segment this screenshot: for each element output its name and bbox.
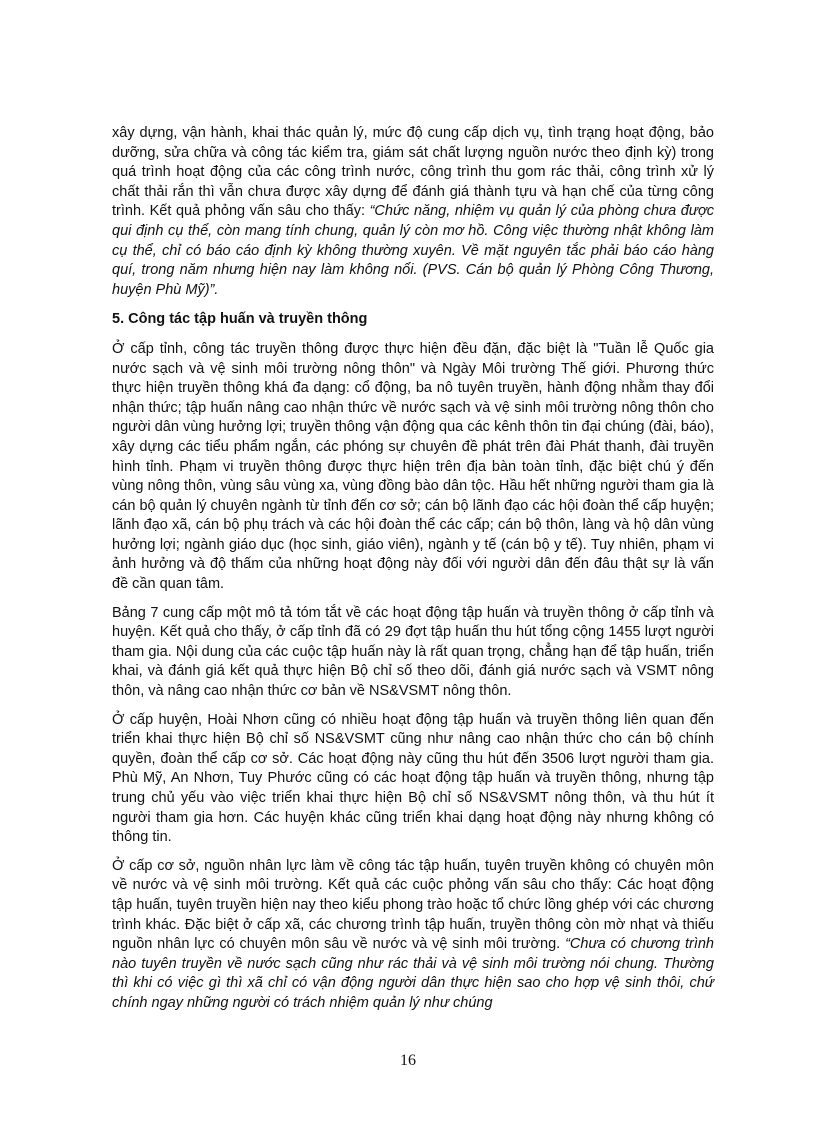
page-number: 16: [400, 1052, 416, 1069]
paragraph-5-text: Ở cấp cơ sở, nguồn nhân lực làm về công tác tập huấn, tuyên truyền không có chuyên môn về nước và vệ sinh môi trường. Kết quả các cuộc phỏng vấn sâu cho thấy: Các hoạt động tập huấn, tuyên truyền hiện nay theo kiểu phong trào hoặc tổ chức lồng ghép với các chương trình khác. Đặc biệt ở cấp xã, các chương trình tập huấn, truyền thông còn mờ nhạt và thiếu nguồn nhân lực có chuyên môn sâu về nước và vệ sinh môi trường.: [112, 857, 714, 953]
paragraph-3: Bảng 7 cung cấp một mô tả tóm tắt về các hoạt động tập huấn và truyền thông ở cấp tỉnh và huyện. Kết quả cho thấy, ở cấp tỉnh đã có 29 đợt tập huấn thu hút tổng cộng 1455 lượt người tham gia. Nội dung của các cuộc tập huấn này là rất quan trọng, chẳng hạn để tập huấn, triển khai, và đánh giá kết quả thực hiện Bộ chỉ số theo dõi, đánh giá nước sạch và VSMT nông thôn, và nâng cao nhận thức cơ bản về NS&VSMT nông thôn.: [112, 604, 714, 700]
section-heading: 5. Công tác tập huấn và truyền thông: [112, 311, 368, 328]
paragraph-2: Ở cấp tỉnh, công tác truyền thông được thực hiện đều đặn, đặc biệt là "Tuần lễ Quốc gia nước sạch và vệ sinh môi trường nông thôn" và Ngày Môi trường Thế giới. Phương thức thực hiện truyền thông khá đa dạng: cổ động, ba nô tuyên truyền, hành động nhằm thay đổi nhận thức; tập huấn nâng cao nhận thức về nước sạch và vệ sinh môi trường nông thôn cho người dân vùng hưởng lợi; truyền thông vận động qua các kênh thôn tin đại chúng (đài, báo), xây dựng các tiểu phẩm ngắn, các phóng sự chuyên đề phát trên đài Phát thanh, đài truyền hình tỉnh. Phạm vi truyền thông được thực hiện trên địa bàn toàn tỉnh, đặc biệt chú ý đến vùng nông thôn, vùng sâu vùng xa, vùng đồng bào dân tộc. Hầu hết những người tham gia là cán bộ quản lý chuyên ngành từ tỉnh đến cơ sở; cán bộ lãnh đạo các hội đoàn thể cấp huyện; lãnh đạo xã, cán bộ phụ trách và các hội đoàn thể các cấp; cán bộ thôn, làng và hộ dân vùng hưởng lợi; ngành giáo dục (học sinh, giáo viên), ngành y tế (cán bộ y tế). Tuy nhiên, phạm vi ảnh hưởng và độ thấm của những hoạt động này đối với người dân đến đâu thật sự là vấn đề cần quan tâm.: [112, 340, 714, 593]
paragraph-4: Ở cấp huyện, Hoài Nhơn cũng có nhiều hoạt động tập huấn và truyền thông liên quan đến triển khai thực hiện Bộ chỉ số NS&VSMT cũng như nâng cao nhận thức cho cán bộ chính quyền, đoàn thể cấp cơ sở. Các hoạt động này cũng thu hút đến 3506 lượt người tham gia. Phù Mỹ, An Nhơn, Tuy Phước cũng có các hoạt động tập huấn và truyền thông, nhưng tập trung chủ yếu vào việc triển khai thực hiện Bộ chỉ số NS&VSMT nông thôn, và thu hút ít người tham gia hơn. Các huyện khác cũng triển khai dạng hoạt động này nhưng không có thông tin.: [112, 711, 714, 846]
paragraph-1: [112, 124, 714, 300]
paragraph-5-quote: “Chưa có chương trình nào tuyên truyền về nước sạch cũng như rác thải và vệ sinh môi trường nói chung. Thường thì khi có việc gì thì xã chỉ có vận động người dân thực hiện sao cho hợp vệ sinh thôi, chứ chính ngay những người có trách nhiệm quản lý như chúng: [112, 936, 714, 1011]
paragraph-5: [112, 857, 714, 1014]
paragraph-1-quote: “Chức năng, nhiệm vụ quản lý của phòng chưa được qui định cụ thể, còn mang tính chung, quản lý còn mơ hồ. Công việc thường nhật không làm cụ thể, chỉ có báo cáo định kỳ không thường xuyên. Về mặt nguyên tắc phải báo cáo hàng quí, trong năm nhưng hiện nay làm không nổi. (PVS. Cán bộ quản lý Phòng Công Thương, huyện Phù Mỹ)”.: [112, 203, 715, 298]
paragraph-1-text: xây dựng, vận hành, khai thác quản lý, mức độ cung cấp dịch vụ, tình trạng hoạt động, bảo dưỡng, sửa chữa và công tác kiểm tra, giám sát chất lượng nguồn nước theo định kỳ) trong quá trình hoạt động của các công trình nước, công trình thu gom rác thải, công trình xử lý chất thải rắn thì vẫn chưa được xây dựng để đánh giá thành tựu và hạn chế của từng công trình. Kết quả phỏng vấn sâu cho thấy:: [112, 125, 714, 220]
document-body: [112, 124, 714, 1023]
